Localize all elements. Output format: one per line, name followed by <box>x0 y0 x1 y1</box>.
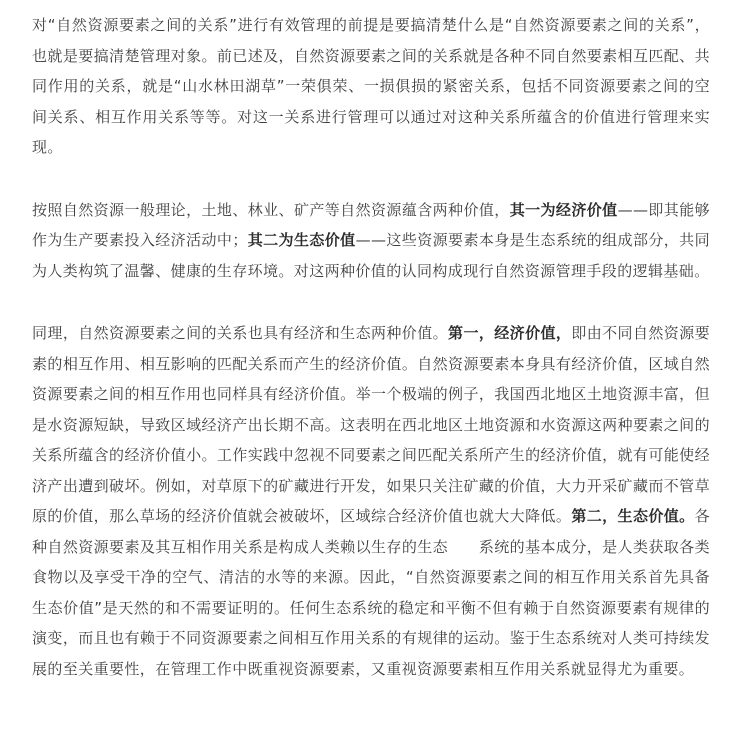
article-body <box>32 10 710 684</box>
paragraph-3-bold-1: 第一，经济价值， <box>448 324 572 342</box>
paragraph-3-text-2: 即由不同自然资源要素的相互作用、相互影响的匹配关系而产生的经济价值。自然资源要素本身具有经济价值，区域自然资源要素之间的相互作用也同样具有经济价值。举一个极端的例子，我国西北地区土地资源丰富，但是水资源短缺，导致区域经济产出长期不高。这表明在西北地区土地资源和水资源这两种要素之间的关系所蕴含的经济价值小。工作实践中忽视不同要素之间匹配关系所产生的经济价值，就有可能使经济产出遭到破坏。例如，对草原下的矿藏进行开发，如果只关注矿藏的价值，大力开采矿藏而不管草原的价值，那么草场的经济价值就会被破坏，区域综合经济价值也就大大降低。 <box>32 324 710 525</box>
paragraph-1-text: 对“自然资源要素之间的关系”进行有效管理的前提是要搞清楚什么是“自然资源要素之间的关系”，也就是要搞清楚管理对象。前已述及，自然资源要素之间的关系就是各种不同自然要素相互匹配、共同作用的关系，就是“山水林田湖草”一荣俱荣、一损俱损的紧密关系，包括不同资源要素之间的空间关系、相互作用关系等等。对这一关系进行管理可以通过对这种关系所蕴含的价值进行管理来实现。 <box>32 16 710 156</box>
paragraph-3-bold-2: 第二，生态价值。 <box>571 507 695 525</box>
paragraph-2-bold-1: 其一为经济价值 <box>509 200 618 219</box>
paragraph-2-text-2: ——即其能够作为生产要素投入经济活动中； <box>32 200 710 249</box>
paragraph-3 <box>32 318 710 684</box>
paragraph-3-text-3: 各种自然资源要素及其互相作用关系是构成人类赖以生存的生态 系统的基本成分，是人类获取各类食物以及享受干净的空气、清洁的水等的来源。因此，“自然资源要素之间的相互作用关系首先具备生态价值”是天然的和不需要证明的。任何生态系统的稳定和平衡不但有赖于自然资源要素有规律的演变，而且也有赖于不同资源要素之间相互作用关系的有规律的运动。鉴于生态系统对人类可持续发展的至关重要性，在管理工作中既重视资源要素，又重视资源要素相互作用关系就显得尤为重要。 <box>32 507 710 678</box>
paragraph-3-text-1: 同理，自然资源要素之间的关系也具有经济和生态两种价值。 <box>32 324 449 342</box>
paragraph-2-text-1: 按照自然资源一般理论，土地、林业、矿产等自然资源蕴含两种价值， <box>32 200 510 219</box>
paragraph-1 <box>32 10 710 163</box>
paragraph-2-text-3: ——这些资源要素本身是生态系统的组成部分，共同为人类构筑了温馨、健康的生存环境。对这两种价值的认同构成现行自然资源管理手段的逻辑基础。 <box>32 231 710 280</box>
paragraph-2 <box>32 195 710 287</box>
paragraph-2-bold-2: 其二为生态价值 <box>247 231 356 249</box>
